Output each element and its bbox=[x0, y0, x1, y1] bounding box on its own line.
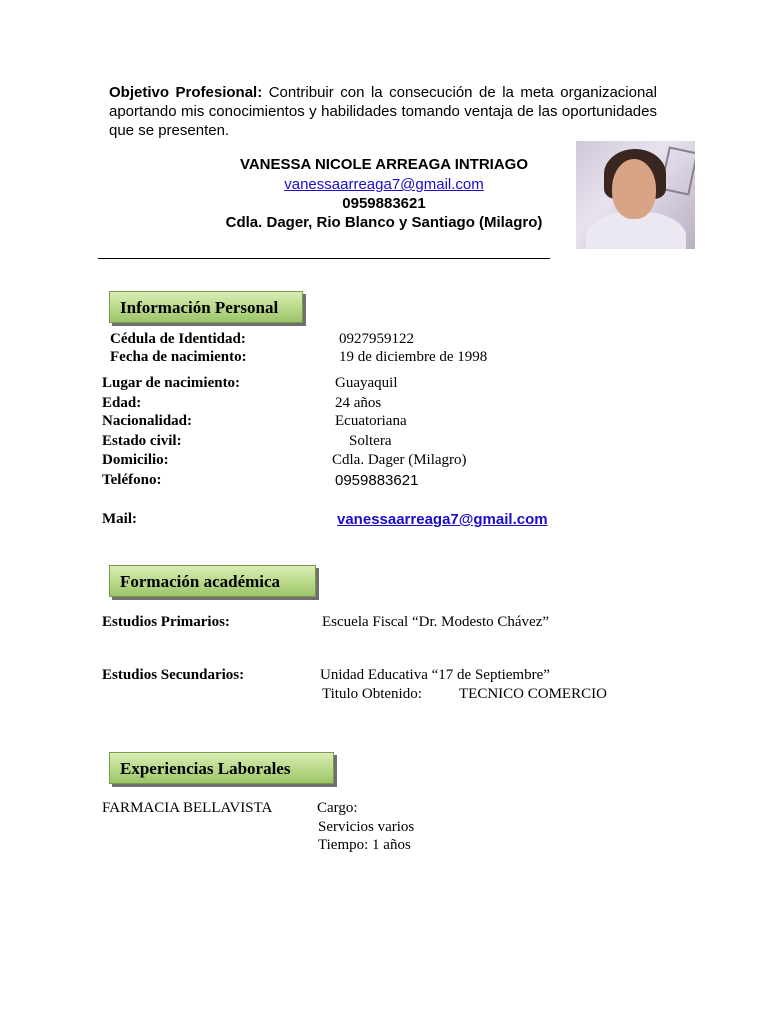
experience-time: Tiempo: 1 años bbox=[318, 837, 411, 853]
value-estudios-secundarios: Unidad Educativa “17 de Septiembre” bbox=[320, 667, 550, 683]
objective-label: Objetivo Profesional: bbox=[109, 84, 263, 101]
label-titulo-obtenido: Titulo Obtenido: bbox=[322, 686, 422, 702]
header-address: Cdla. Dager, Rio Blanco y Santiago (Milagro) bbox=[225, 214, 543, 231]
header-divider bbox=[98, 258, 550, 259]
photo-face bbox=[612, 159, 656, 219]
label-cedula: Cédula de Identidad: bbox=[110, 331, 246, 347]
label-domicilio: Domicilio: bbox=[102, 452, 169, 468]
objective-paragraph bbox=[109, 83, 657, 140]
value-cedula: 0927959122 bbox=[339, 331, 414, 347]
value-telefono: 0959883621 bbox=[335, 472, 419, 489]
label-telefono: Teléfono: bbox=[102, 472, 162, 488]
value-edad: 24 años bbox=[335, 395, 382, 411]
value-domicilio: Cdla. Dager (Milagro) bbox=[332, 452, 467, 468]
experience-company: FARMACIA BELLAVISTA bbox=[102, 800, 273, 816]
experience-cargo-value: Servicios varios bbox=[318, 819, 415, 835]
value-mail-link[interactable]: vanessaarreaga7@gmail.com bbox=[337, 511, 548, 528]
label-nacionalidad: Nacionalidad: bbox=[102, 413, 193, 429]
experience-cargo-label: Cargo: bbox=[317, 800, 358, 816]
objective-text: Contribuir con la consecución de la meta organizacional aportando mis conocimientos y habilidades tomando ventaja de las oportunidades que se presenten. bbox=[109, 84, 657, 139]
section-experience-title: Experiencias Laborales bbox=[109, 752, 334, 784]
label-estudios-secundarios: Estudios Secundarios: bbox=[102, 667, 245, 683]
header-email-link[interactable]: vanessaarreaga7@gmail.com bbox=[284, 176, 484, 193]
label-estado-civil: Estado civil: bbox=[102, 433, 182, 449]
label-fecha-nacimiento: Fecha de nacimiento: bbox=[110, 349, 247, 365]
value-lugar-nacimiento: Guayaquil bbox=[335, 375, 398, 391]
value-titulo-obtenido: TECNICO COMERCIO bbox=[459, 686, 607, 702]
section-personal-title: Información Personal bbox=[109, 291, 303, 323]
label-estudios-primarios: Estudios Primarios: bbox=[102, 614, 230, 630]
candidate-name: VANESSA NICOLE ARREAGA INTRIAGO bbox=[239, 156, 529, 173]
header-phone: 0959883621 bbox=[342, 195, 426, 212]
value-nacionalidad: Ecuatoriana bbox=[335, 413, 407, 429]
profile-photo bbox=[576, 141, 695, 249]
value-estudios-primarios: Escuela Fiscal “Dr. Modesto Chávez” bbox=[322, 614, 550, 630]
label-mail: Mail: bbox=[102, 511, 137, 527]
value-fecha-nacimiento: 19 de diciembre de 1998 bbox=[339, 349, 488, 365]
label-lugar-nacimiento: Lugar de nacimiento: bbox=[102, 375, 241, 391]
value-estado-civil: Soltera bbox=[349, 433, 392, 449]
label-edad: Edad: bbox=[102, 395, 142, 411]
section-education-title: Formación académica bbox=[109, 565, 316, 597]
